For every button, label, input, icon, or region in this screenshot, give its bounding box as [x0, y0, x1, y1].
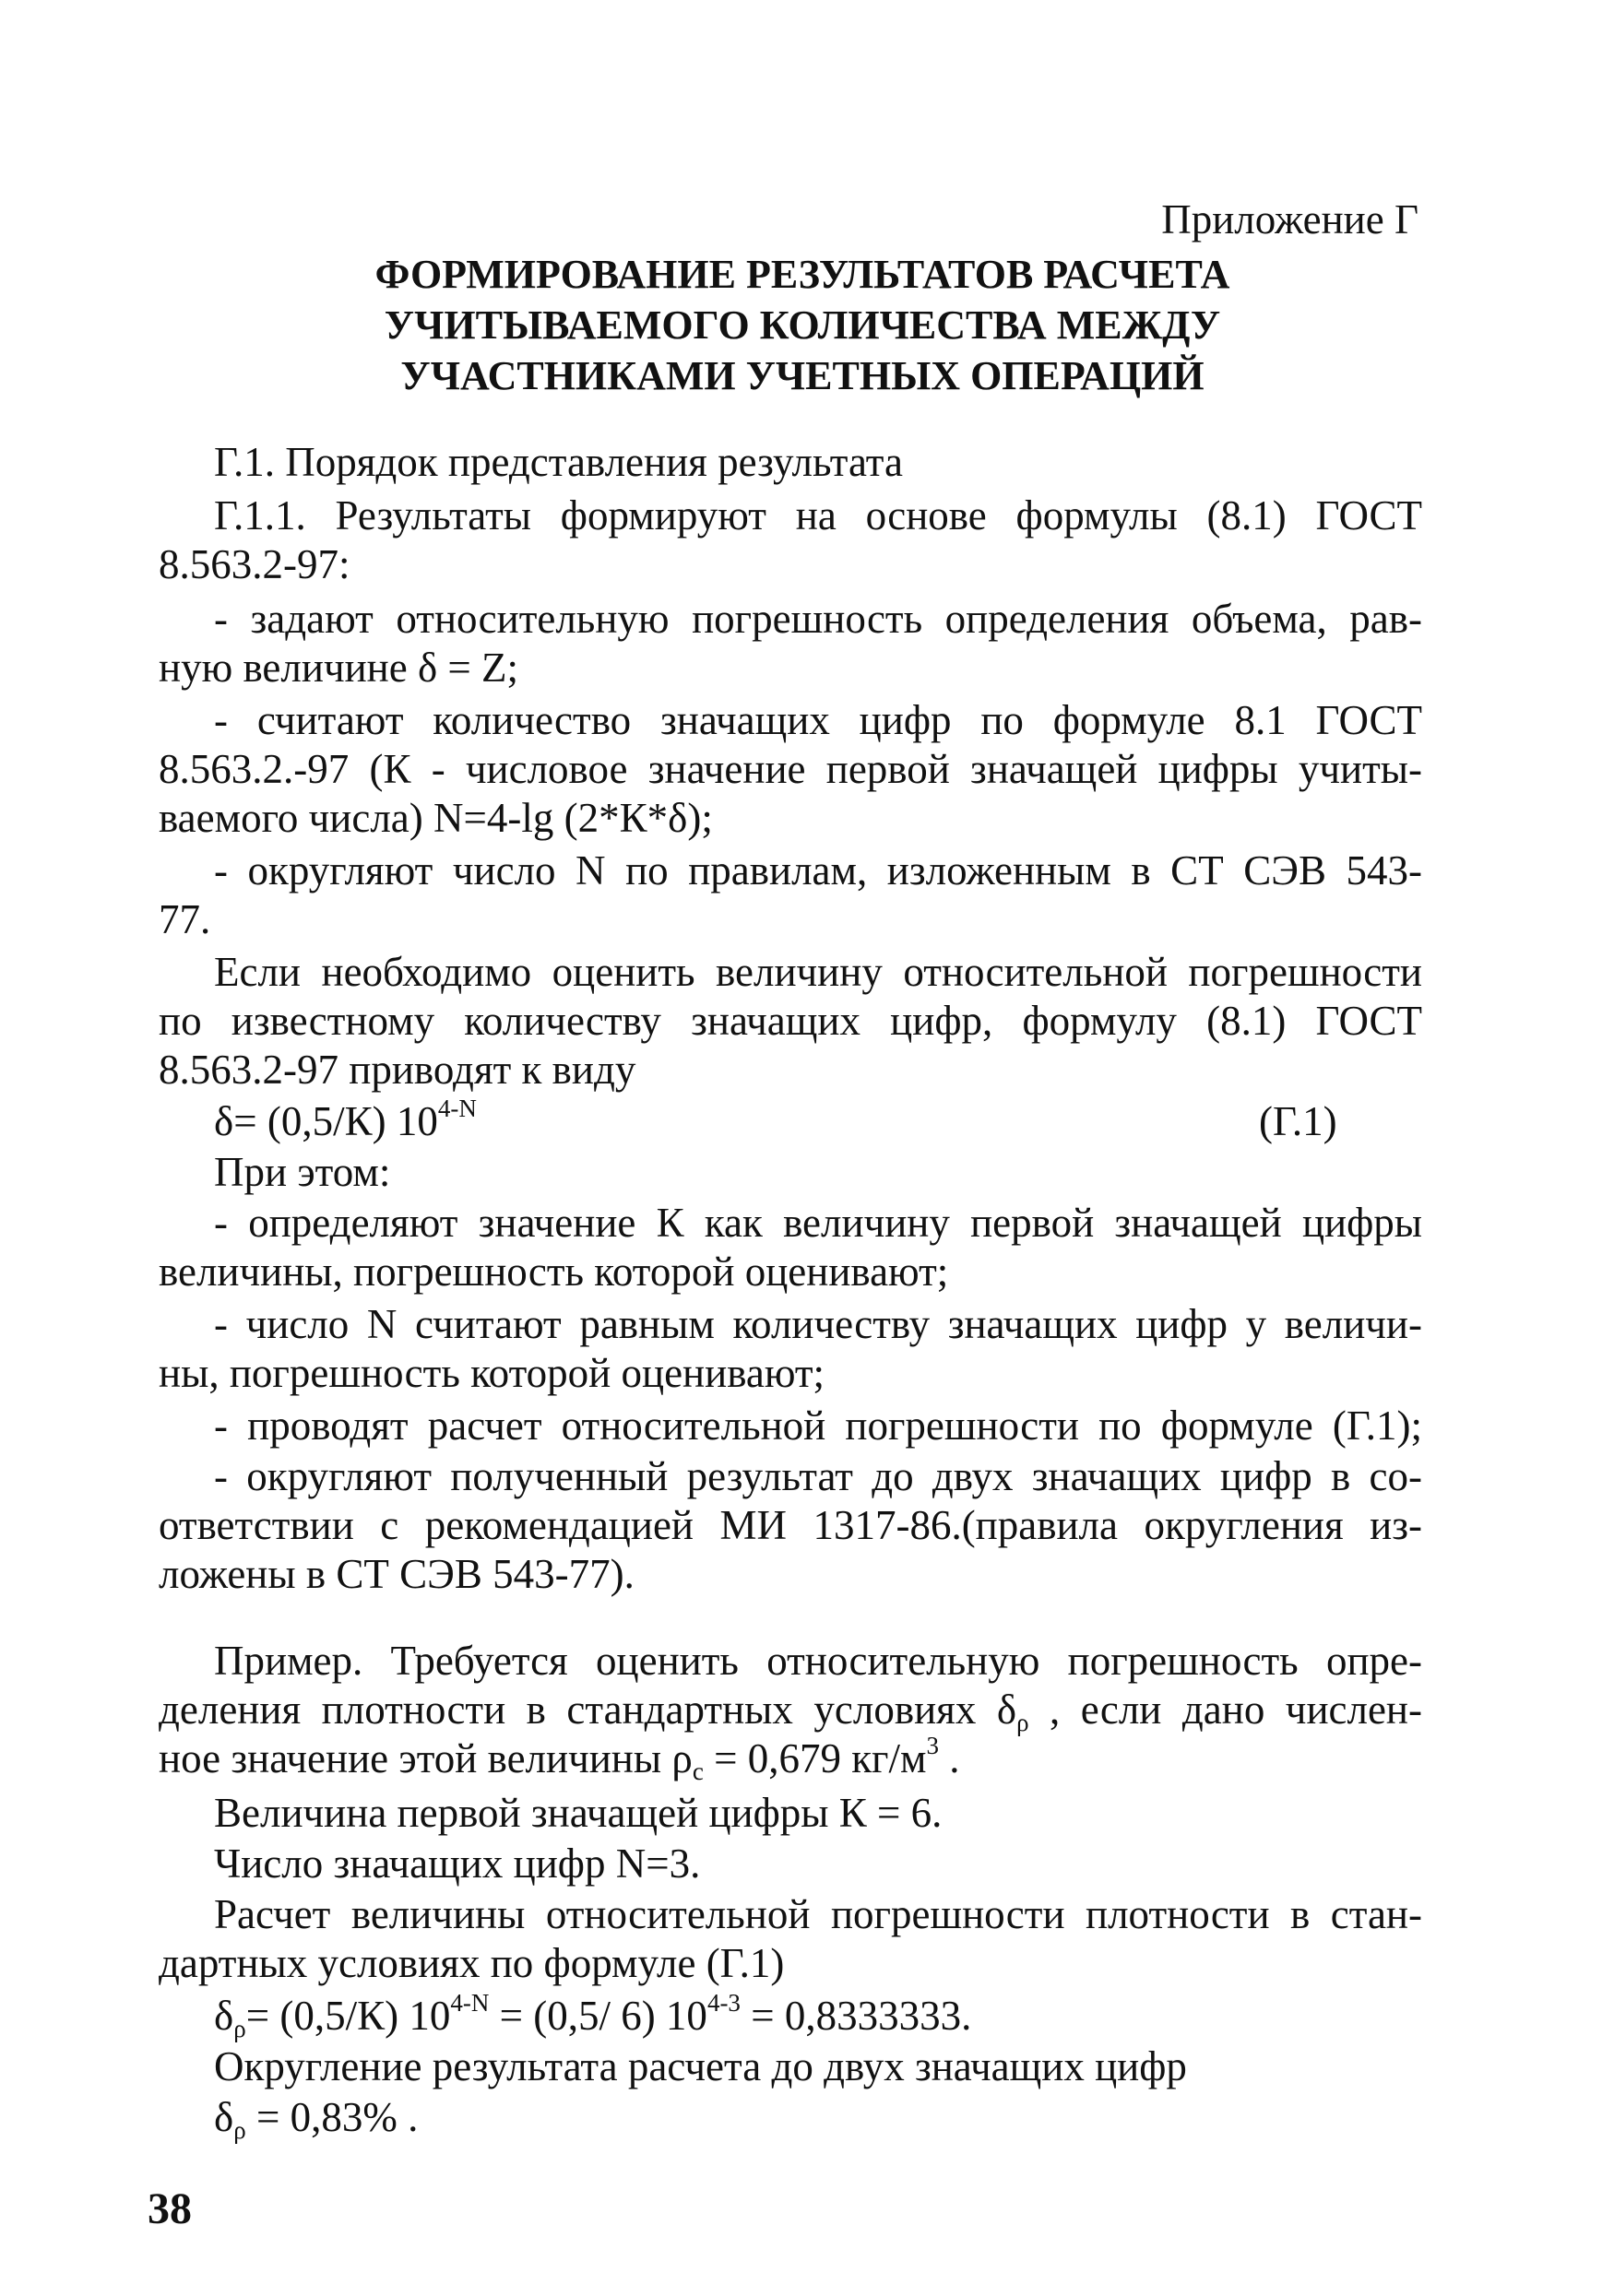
page-number: 38 — [148, 2184, 192, 2233]
title-line: ФОРМИРОВАНИЕ РЕЗУЛЬТАТОВ РАСЧЕТА — [374, 252, 1230, 297]
example-n-value: Число значащих цифр N=3. — [214, 1840, 701, 1887]
title-line: УЧАСТНИКАМИ УЧЕТНЫХ ОПЕРАЦИЙ — [400, 353, 1205, 398]
paragraph-at-this: При этом: — [214, 1149, 391, 1195]
title-line: УЧИТЫВАЕМОГО КОЛИЧЕСТВА МЕЖДУ — [384, 302, 1221, 348]
example-formula: $\delta_\rho= (0,5/К) 10^{4-N} = (0,5/$ 6) $10^{4-3} = 0,8333333$. — [214, 1988, 972, 2043]
page-title — [277, 249, 1328, 401]
bullet-calculate: - проводят расчет относительной погрешности по формуле (Г.1); — [214, 1402, 1422, 1449]
bullet-count-n: - число N считают равным количеству значащих цифр у величи- ны, погрешность которой оценивают; — [159, 1301, 1422, 1396]
example-result: $\delta_\rho = 0,83\%$ . — [214, 2094, 419, 2145]
paragraph-estimate: Если необходимо оценить величину относительной погрешности по известному количеству значащих цифр, формулу (8.1) ГОСТ 8.563.2-97 приводят к виду — [159, 949, 1422, 1093]
appendix-label: Приложение Г — [1161, 196, 1418, 243]
bullet-round-result: - округляют полученный результат до двух значащих цифр в со- ответствии с рекомендацией МИ 1317-86.(правила округления из- ложены в СТ СЭВ 543-77). — [159, 1453, 1422, 1597]
example-paragraph: Пример. Требуется оценить относительную погрешность опре- деления плотности в стандартных условиях $\delta_\rho$ , если дано числен- ное значение этой величины $\rho_с = 0,679$ $кг/м^3$ . — [159, 1638, 1422, 1786]
bullet-round-n: - округляют число N по правилам, изложенным в СТ СЭВ 543- 77. — [159, 847, 1422, 942]
paragraph-g11: Г.1.1. Результаты формируют на основе формулы (8.1) ГОСТ 8.563.2-97: — [159, 492, 1422, 587]
section-heading: Г.1. Порядок представления результата — [214, 439, 903, 485]
formula-label: (Г.1) — [1259, 1098, 1337, 1144]
formula-g1: δ= (0,5/К) $10^{4-N}$ — [214, 1094, 477, 1144]
example-calc-text: Расчет величины относительной погрешности плотности в стан- дартных условиях по формуле (Г.1) — [159, 1891, 1422, 1986]
example-rounding-text: Округление результата расчета до двух значащих цифр — [214, 2043, 1187, 2089]
bullet-define-k: - определяют значение К как величину первой значащей цифры величины, погрешность которой оценивают; — [159, 1200, 1422, 1295]
bullet-significant-digits: - считают количество значащих цифр по формуле 8.1 ГОСТ 8.563.2.-97 (К - числовое значение первой значащей цифры учиты- ваемого числа) N=4-lg (2*К*δ); — [159, 697, 1422, 841]
example-k-value: Величина первой значащей цифры К = 6. — [214, 1790, 943, 1836]
bullet-relative-error: - задают относительную погрешность определения объема, рав- ную величине δ = Z; — [159, 596, 1422, 691]
